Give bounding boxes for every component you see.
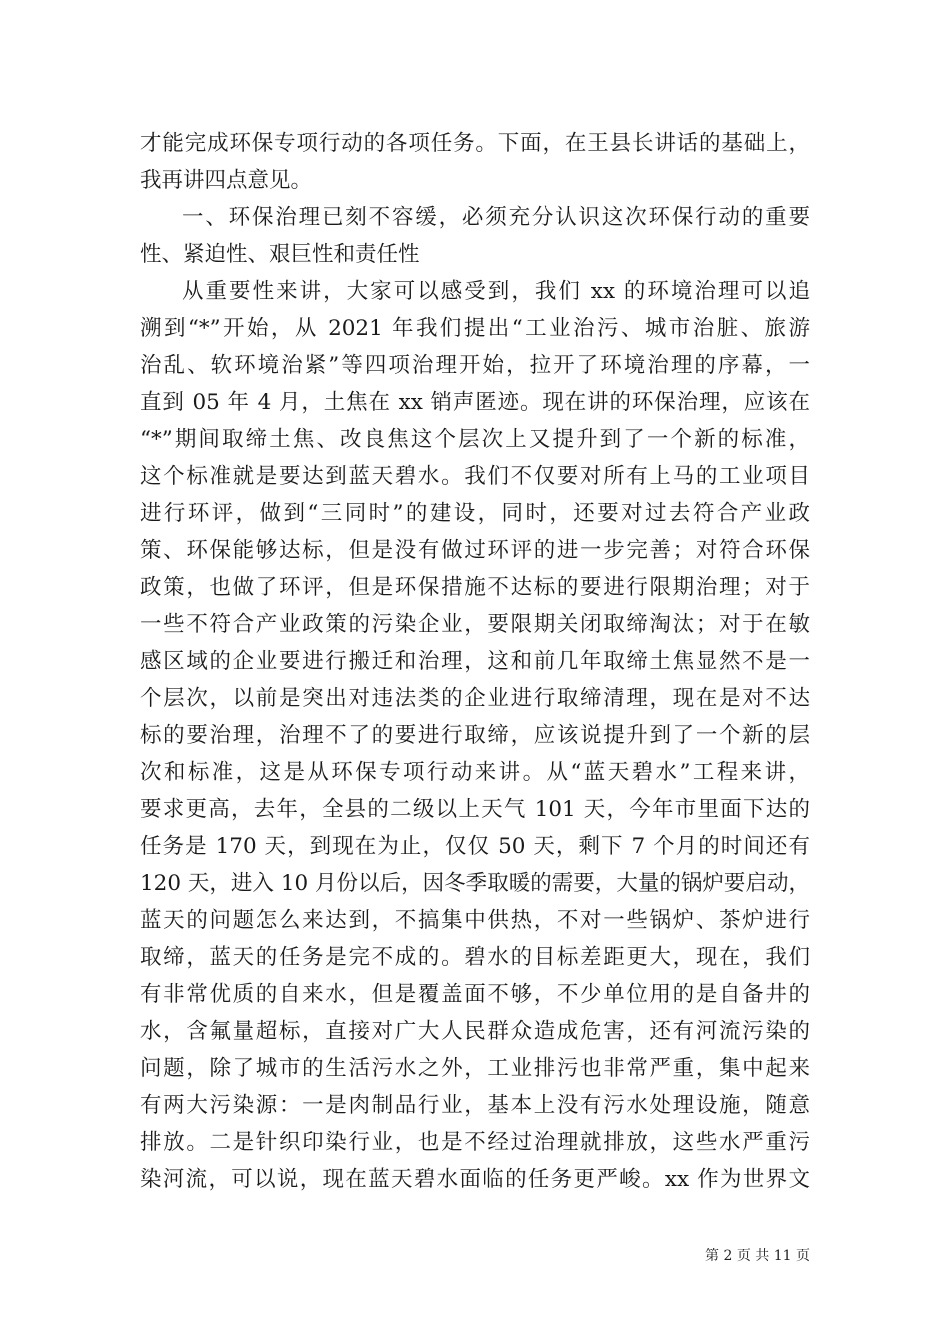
text-line: 溯到“*”开始，从 2021 年我们提出“工业治污、城市治脏、旅游 — [140, 316, 810, 341]
text-line: 取缔，蓝天的任务是完不成的。碧水的目标差距更大，现在，我们 — [140, 945, 810, 970]
text-line: “*”期间取缔土焦、改良焦这个层次上又提升到了一个新的标准， — [140, 427, 810, 452]
text-line: 个层次，以前是突出对违法类的企业进行取缔清理，现在是对不达 — [140, 686, 810, 711]
text-line: 标的要治理，治理不了的要进行取缔，应该说提升到了一个新的层 — [140, 723, 810, 748]
section-heading-line: 一、环保治理已刻不容缓，必须充分认识这次环保行动的重要 — [182, 205, 810, 230]
page-number: 第 2 页 共 11 页 — [705, 1248, 810, 1264]
text-line: 染河流，可以说，现在蓝天碧水面临的任务更严峻。xx 作为世界文 — [140, 1167, 810, 1192]
text-line: 蓝天的问题怎么来达到，不搞集中供热，不对一些锅炉、茶炉进行 — [140, 908, 810, 933]
text-line: 政策，也做了环评，但是环保措施不达标的要进行限期治理；对于 — [140, 575, 810, 600]
text-line: 一些不符合产业政策的污染企业，要限期关闭取缔淘汰；对于在敏 — [140, 612, 810, 637]
text-line: 我再讲四点意见。 — [140, 168, 313, 193]
text-line: 才能完成环保专项行动的各项任务。下面，在王县长讲话的基础上， — [140, 131, 810, 156]
text-line: 从重要性来讲，大家可以感受到，我们 xx 的环境治理可以追 — [182, 279, 810, 304]
text-line: 策、环保能够达标，但是没有做过环评的进一步完善；对符合环保 — [140, 538, 810, 563]
text-line: 120 天，进入 10 月份以后，因冬季取暖的需要，大量的锅炉要启动， — [140, 871, 810, 896]
text-line: 次和标准，这是从环保专项行动来讲。从“蓝天碧水”工程来讲， — [140, 760, 810, 785]
text-line: 要求更高，去年，全县的二级以上天气 101 天，今年市里面下达的 — [140, 797, 810, 822]
text-line: 这个标准就是要达到蓝天碧水。我们不仅要对所有上马的工业项目 — [140, 464, 810, 489]
text-line: 治乱、软环境治紧”等四项治理开始，拉开了环境治理的序幕，一 — [140, 353, 810, 378]
text-line: 进行环评，做到“三同时”的建设，同时，还要对过去符合产业政 — [140, 501, 810, 526]
text-line: 感区域的企业要进行搬迁和治理，这和前几年取缔土焦显然不是一 — [140, 649, 810, 674]
section-heading-line: 性、紧迫性、艰巨性和责任性 — [140, 242, 420, 267]
text-line: 问题，除了城市的生活污水之外，工业排污也非常严重，集中起来 — [140, 1056, 810, 1081]
text-line: 任务是 170 天，到现在为止，仅仅 50 天，剩下 7 个月的时间还有 — [140, 834, 810, 859]
text-line: 直到 05 年 4 月，土焦在 xx 销声匿迹。现在讲的环保治理，应该在 — [140, 390, 810, 415]
text-line: 排放。二是针织印染行业，也是不经过治理就排放，这些水严重污 — [140, 1130, 810, 1155]
text-line: 水，含氟量超标，直接对广大人民群众造成危害，还有河流污染的 — [140, 1019, 810, 1044]
text-line: 有两大污染源：一是肉制品行业，基本上没有污水处理设施，随意 — [140, 1093, 810, 1118]
text-line: 有非常优质的自来水，但是覆盖面不够，不少单位用的是自备井的 — [140, 982, 810, 1007]
